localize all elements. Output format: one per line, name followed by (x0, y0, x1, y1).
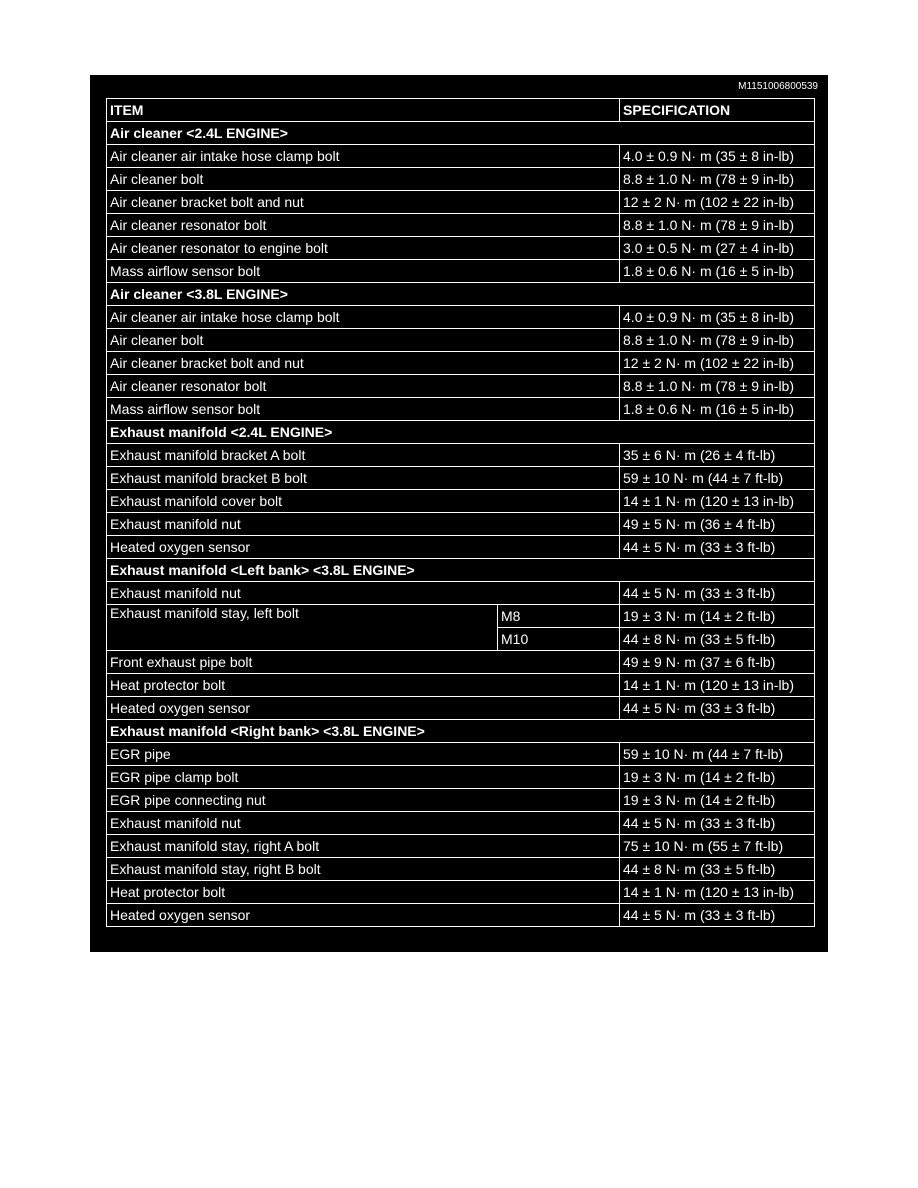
item-cell: Air cleaner resonator bolt (107, 375, 620, 398)
spec-cell: 44 ± 5 N· m (33 ± 3 ft-lb) (620, 536, 815, 559)
section-header-row (107, 720, 815, 743)
spec-cell: 19 ± 3 N· m (14 ± 2 ft-lb) (620, 766, 815, 789)
spec-cell: 49 ± 9 N· m (37 ± 6 ft-lb) (620, 651, 815, 674)
table-row (107, 214, 815, 237)
table-row (107, 789, 815, 812)
spec-cell: 8.8 ± 1.0 N· m (78 ± 9 in-lb) (620, 214, 815, 237)
item-cell: Front exhaust pipe bolt (107, 651, 620, 674)
table-row (107, 329, 815, 352)
spec-cell: 14 ± 1 N· m (120 ± 13 in-lb) (620, 490, 815, 513)
item-cell: Air cleaner bracket bolt and nut (107, 352, 620, 375)
item-cell: Exhaust manifold nut (107, 812, 620, 835)
spec-cell: 1.8 ± 0.6 N· m (16 ± 5 in-lb) (620, 398, 815, 421)
table-row (107, 835, 815, 858)
table-row (107, 237, 815, 260)
size-cell: M8 (498, 605, 620, 628)
section-header-row (107, 559, 815, 582)
spec-cell: 8.8 ± 1.0 N· m (78 ± 9 in-lb) (620, 168, 815, 191)
item-cell: Heated oxygen sensor (107, 536, 620, 559)
table-row (107, 375, 815, 398)
item-cell: Exhaust manifold stay, left bolt (107, 605, 498, 651)
item-cell: Heated oxygen sensor (107, 904, 620, 927)
section-title: Air cleaner <2.4L ENGINE> (107, 122, 815, 145)
spec-panel (90, 75, 828, 952)
table-row (107, 467, 815, 490)
table-row (107, 191, 815, 214)
table-header-row (107, 99, 815, 122)
spec-cell: 14 ± 1 N· m (120 ± 13 in-lb) (620, 674, 815, 697)
spec-cell: 75 ± 10 N· m (55 ± 7 ft-lb) (620, 835, 815, 858)
item-cell: Exhaust manifold bracket A bolt (107, 444, 620, 467)
item-cell: Exhaust manifold stay, right B bolt (107, 858, 620, 881)
table-row (107, 881, 815, 904)
spec-cell: 44 ± 5 N· m (33 ± 3 ft-lb) (620, 582, 815, 605)
section-title: Air cleaner <3.8L ENGINE> (107, 283, 815, 306)
spec-cell: 44 ± 5 N· m (33 ± 3 ft-lb) (620, 904, 815, 927)
spec-cell: 3.0 ± 0.5 N· m (27 ± 4 in-lb) (620, 237, 815, 260)
table-row (107, 904, 815, 927)
item-cell: EGR pipe clamp bolt (107, 766, 620, 789)
spec-cell: 4.0 ± 0.9 N· m (35 ± 8 in-lb) (620, 306, 815, 329)
item-cell: Air cleaner resonator bolt (107, 214, 620, 237)
section-header-row (107, 421, 815, 444)
item-cell: Air cleaner air intake hose clamp bolt (107, 145, 620, 168)
table-body (107, 99, 815, 927)
table-row (107, 697, 815, 720)
spec-cell: 44 ± 5 N· m (33 ± 3 ft-lb) (620, 697, 815, 720)
section-title: Exhaust manifold <Right bank> <3.8L ENGINE> (107, 720, 815, 743)
header-specification: SPECIFICATION (620, 99, 815, 122)
item-cell: Air cleaner bolt (107, 168, 620, 191)
table-row (107, 352, 815, 375)
table-row (107, 490, 815, 513)
spec-cell: 44 ± 8 N· m (33 ± 5 ft-lb) (620, 628, 815, 651)
spec-cell: 19 ± 3 N· m (14 ± 2 ft-lb) (620, 789, 815, 812)
item-cell: EGR pipe connecting nut (107, 789, 620, 812)
spec-cell: 49 ± 5 N· m (36 ± 4 ft-lb) (620, 513, 815, 536)
item-cell: Air cleaner bolt (107, 329, 620, 352)
table-row (107, 536, 815, 559)
item-cell: Heat protector bolt (107, 674, 620, 697)
table-row (107, 398, 815, 421)
item-cell: Air cleaner bracket bolt and nut (107, 191, 620, 214)
table-row (107, 444, 815, 467)
section-header-row (107, 283, 815, 306)
item-cell: Exhaust manifold cover bolt (107, 490, 620, 513)
spec-cell: 1.8 ± 0.6 N· m (16 ± 5 in-lb) (620, 260, 815, 283)
table-row (107, 766, 815, 789)
spec-cell: 12 ± 2 N· m (102 ± 22 in-lb) (620, 191, 815, 214)
table-row (107, 260, 815, 283)
table-row (107, 513, 815, 536)
spec-cell: 4.0 ± 0.9 N· m (35 ± 8 in-lb) (620, 145, 815, 168)
table-row (107, 145, 815, 168)
spec-cell: 44 ± 8 N· m (33 ± 5 ft-lb) (620, 858, 815, 881)
item-cell: Air cleaner resonator to engine bolt (107, 237, 620, 260)
spec-cell: 44 ± 5 N· m (33 ± 3 ft-lb) (620, 812, 815, 835)
spec-cell: 35 ± 6 N· m (26 ± 4 ft-lb) (620, 444, 815, 467)
item-cell: Exhaust manifold stay, right A bolt (107, 835, 620, 858)
item-cell: Exhaust manifold bracket B bolt (107, 467, 620, 490)
size-cell: M10 (498, 628, 620, 651)
header-item: ITEM (107, 99, 620, 122)
spec-cell: 8.8 ± 1.0 N· m (78 ± 9 in-lb) (620, 375, 815, 398)
spec-cell: 12 ± 2 N· m (102 ± 22 in-lb) (620, 352, 815, 375)
section-title: Exhaust manifold <2.4L ENGINE> (107, 421, 815, 444)
item-cell: Mass airflow sensor bolt (107, 260, 620, 283)
torque-spec-table (106, 98, 815, 927)
table-row (107, 306, 815, 329)
table-row (107, 168, 815, 191)
item-cell: Mass airflow sensor bolt (107, 398, 620, 421)
table-row (107, 605, 815, 628)
table-row (107, 812, 815, 835)
section-title: Exhaust manifold <Left bank> <3.8L ENGINE> (107, 559, 815, 582)
spec-cell: 8.8 ± 1.0 N· m (78 ± 9 in-lb) (620, 329, 815, 352)
spec-cell: 14 ± 1 N· m (120 ± 13 in-lb) (620, 881, 815, 904)
spec-cell: 59 ± 10 N· m (44 ± 7 ft-lb) (620, 467, 815, 490)
spec-cell: 59 ± 10 N· m (44 ± 7 ft-lb) (620, 743, 815, 766)
item-cell: Air cleaner air intake hose clamp bolt (107, 306, 620, 329)
table-row (107, 743, 815, 766)
section-header-row (107, 122, 815, 145)
figure-id: M1151006800539 (738, 81, 818, 92)
table-row (107, 858, 815, 881)
item-cell: Exhaust manifold nut (107, 513, 620, 536)
item-cell: EGR pipe (107, 743, 620, 766)
spec-cell: 19 ± 3 N· m (14 ± 2 ft-lb) (620, 605, 815, 628)
table-row (107, 674, 815, 697)
item-cell: Heated oxygen sensor (107, 697, 620, 720)
table-row (107, 582, 815, 605)
table-row (107, 651, 815, 674)
item-cell: Exhaust manifold nut (107, 582, 620, 605)
item-cell: Heat protector bolt (107, 881, 620, 904)
